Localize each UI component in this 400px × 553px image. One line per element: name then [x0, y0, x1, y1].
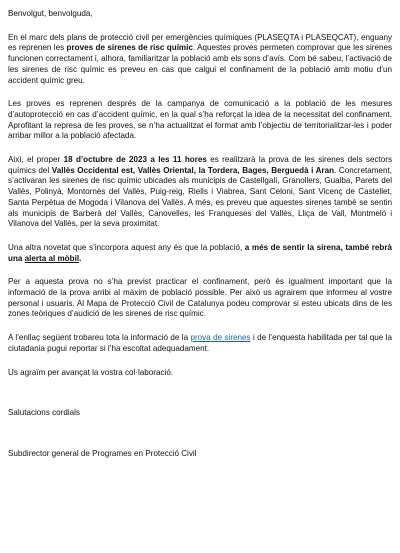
closing-text: Salutacions cordials [8, 408, 80, 418]
paragraph-intro [8, 33, 392, 87]
text: Una altra novetat que s’incorpora aquest any és que la població, [8, 242, 245, 252]
bold-text: . [79, 253, 82, 263]
paragraph-link [8, 333, 392, 354]
text: . Concretament, s’activaran les sirenes de risc químic ubicades als municipis de Castellgalí, Granollers, Gualba, Parets del Vallès, Polinyà, Montornès del Vallès, Puig-reig, Riells i Viabrea, Sant Celoni, Sant Vicenç de Castellet, Santa Perpètua de Mogoda i Vilanova del Vallès. A més, es preveu que aquestes sirenes també se sentin als municipis de Barberà del Vallès, Canovelles, les Franqueses del Vallès, Lliça de Vall, Montmeló i Vilanova del Vallès, per la seva proximitat. [8, 165, 392, 229]
signature-title: Subdirector general de Programes en Protecció Civil [8, 448, 197, 458]
bold-text: a més de sentir la sirena, també rebrà una [8, 242, 392, 263]
text: En el marc dels plans de protecció civil per emergències químiques (PLASEQTA i PLASEQCAT), enguany es reprenen les [8, 32, 392, 53]
sectors: Vallès Occidental est, Vallès Oriental, la Tordera, Bages, Berguedà i Aran [51, 165, 335, 175]
sirens-test-link[interactable]: prova de sirenes [190, 333, 251, 343]
thanks-text: Us agraïm per avançat la vostra col·laboració. [8, 367, 174, 377]
greeting: Benvolgut, benvolguda, [8, 9, 93, 18]
text: Així, el proper [8, 155, 64, 165]
paragraph-campaign: Les proves es reprenen després de la campanya de comunicació a la població de les mesures d’autoprotecció en cas d’accident químic, en la qual s’ha reforçat la idea de la necessitat del confinament. Aprofitant la represa de les proves, se n’ha actualitzat el format amb l’objectiu de territorialitzar-les i poder arribar millor a la població afectada. [8, 99, 392, 141]
text: es realitzarà la prova de les sirenes dels sectors químics del [8, 155, 392, 175]
text: A l’enllaç següent trobareu tota la informació de la [8, 333, 191, 343]
paragraph-inform: Per a aquesta prova no s’ha previst practicar el confinament, però és igualment important que la informació de la prova arribi al màxim de població possible. Per això us agrairem que informeu al vostre personal i usuaris. Al Mapa de Protecció Civil de Catalunya podeu comprovar si esteu ubicats dins de les zones teòriques d’audició de les sirenes de risc químic. [8, 277, 392, 319]
paragraph-test-date [8, 155, 392, 230]
test-date: 18 d’octubre de 2023 a les 11 hores [63, 155, 207, 165]
text: i de l’enquesta habilitada per tal que la ciutadania pugui reportar si l’ha escoltat adequadament. [8, 333, 392, 353]
text: . Aquestes proves permeten comprovar que les sirenes funcionen correctament i, alhora, familiaritzar la població amb els sons d’avís. Com bé sabeu, l’activació de les sirenes de risc químic es preveu en cas que calgui el confinament de la població amb motiu d’un accident químic greu. [8, 43, 392, 85]
bold-text: proves de sirenes de risc químic [66, 43, 193, 53]
paragraph-novelty [8, 243, 392, 264]
mobile-alert-text: alerta al mòbil [24, 253, 80, 263]
